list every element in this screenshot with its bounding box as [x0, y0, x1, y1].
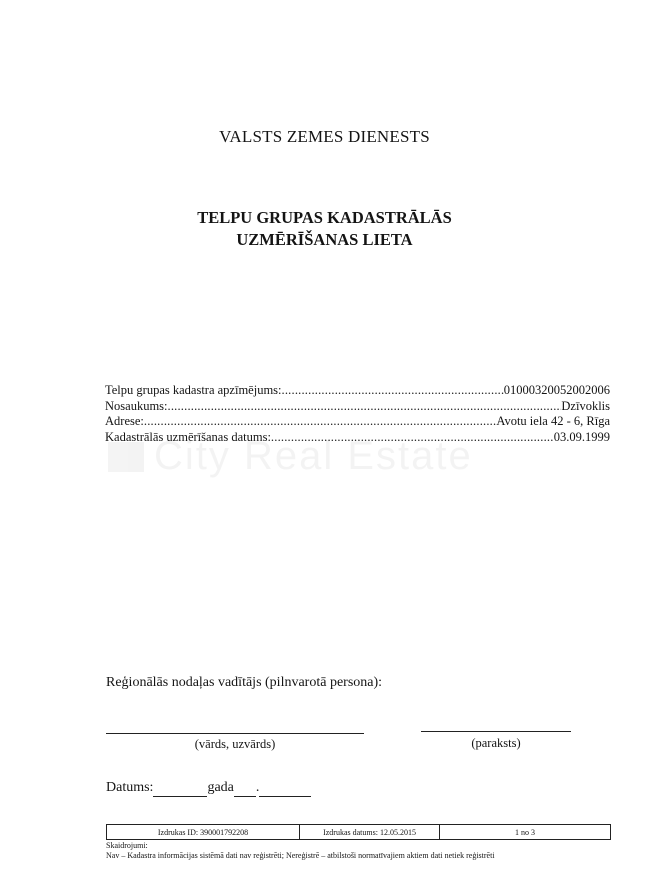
- month-blank[interactable]: [259, 780, 311, 797]
- info-value: Dzīvoklis: [561, 398, 610, 413]
- info-label: Kadastrālās uzmērīšanas datums:: [105, 429, 271, 444]
- name-caption: (vārds, uzvārds): [194, 737, 276, 751]
- info-row-address: [105, 414, 610, 430]
- signatory-heading: Reģionālās nodaļas vadītājs (pilnvarotā persona):: [106, 675, 383, 690]
- organization-name: VALSTS ZEMES DIENESTS: [219, 127, 430, 146]
- document-title-line-2: UZMĒRĪŠANAS LIETA: [236, 230, 413, 249]
- dot-leader: [168, 399, 562, 414]
- document-title: [0, 207, 649, 251]
- explanations-title: Skaidrojumi:: [106, 841, 148, 850]
- watermark-logo-icon: [108, 442, 144, 472]
- property-info: [105, 383, 610, 445]
- page-number: 1 no 3: [439, 825, 610, 839]
- print-info-table: [106, 824, 611, 840]
- explanations-text: Nav – Kadastra informācijas sistēmā dati nav reģistrēti; Nereģistrē – atbilstoši normatīvajiem aktiem dati netiek reģistrēti: [106, 851, 495, 860]
- signature-caption: (paraksts): [471, 736, 521, 750]
- info-row-survey-date: [105, 430, 610, 446]
- print-date: Izdrukas datums: 12.05.2015: [299, 825, 439, 839]
- info-row-cadastre-id: [105, 383, 610, 399]
- year-blank[interactable]: [153, 780, 207, 797]
- print-id: Izdrukas ID: 390001792208: [157, 827, 249, 837]
- date-line: [106, 780, 311, 797]
- date-separator: .: [255, 780, 260, 795]
- dot-leader: [271, 430, 554, 445]
- info-row-name: [105, 399, 610, 415]
- document-title-line-1: TELPU GRUPAS KADASTRĀLĀS: [197, 208, 452, 227]
- info-label: Telpu grupas kadastra apzīmējums:: [105, 383, 282, 397]
- info-value: Avotu iela 42 - 6, Rīga: [496, 414, 610, 428]
- info-label: Nosaukums:: [105, 398, 168, 413]
- signature-line[interactable]: [421, 731, 571, 732]
- info-value: 03.09.1999: [553, 429, 610, 444]
- info-label: Adrese:: [105, 414, 144, 428]
- date-label: Datums:: [106, 780, 154, 795]
- explanations: [106, 841, 616, 861]
- dot-leader: [282, 383, 504, 398]
- info-value: 01000320052002006: [503, 383, 610, 397]
- year-word: gada: [207, 780, 234, 795]
- day-blank[interactable]: [234, 780, 256, 797]
- dot-leader: [144, 414, 496, 429]
- name-signature-line[interactable]: [106, 733, 364, 734]
